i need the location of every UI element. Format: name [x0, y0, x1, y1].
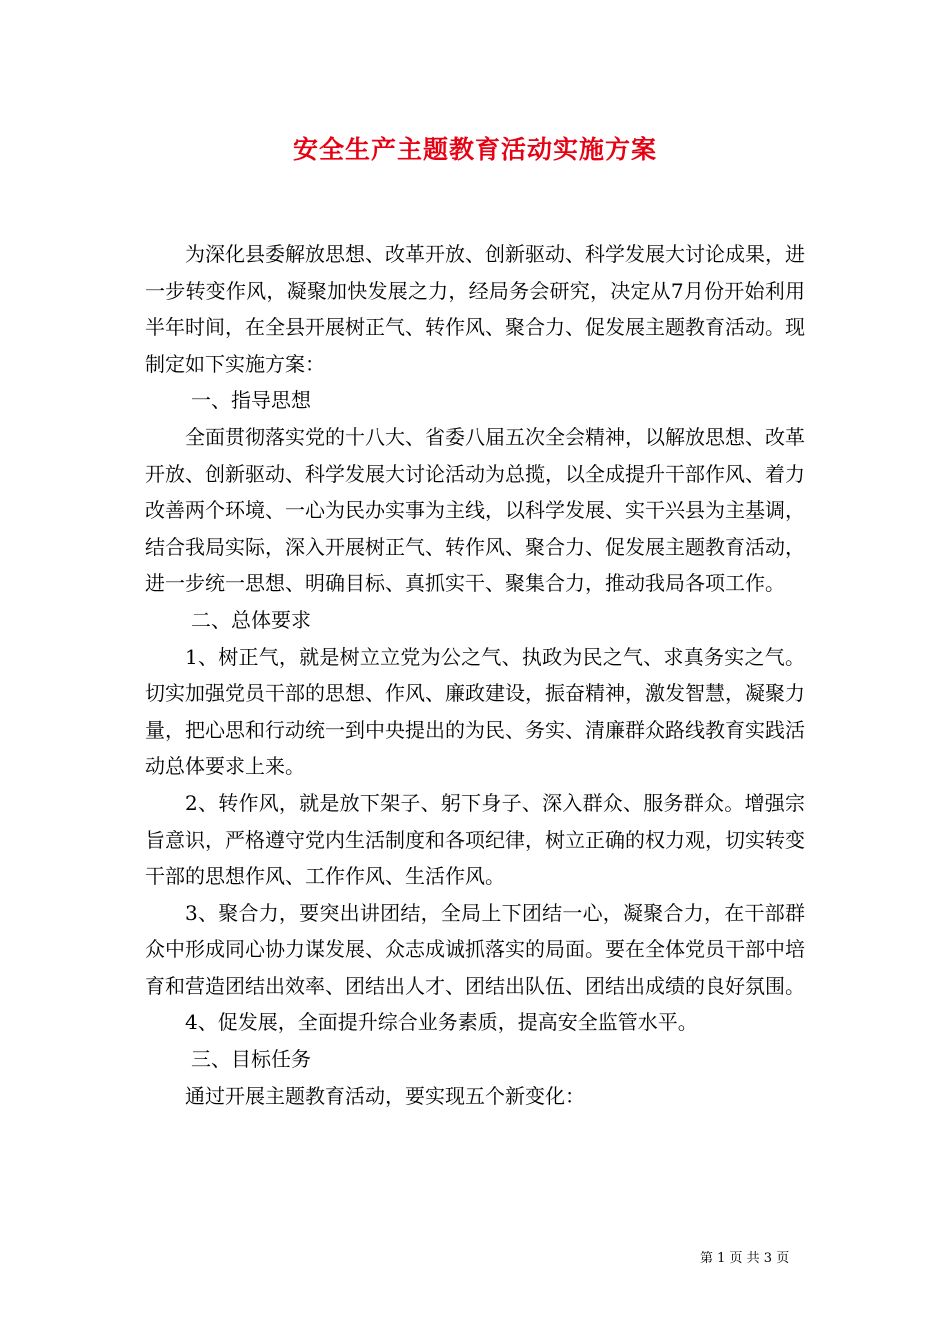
page-number: 第 1 页 共 3 页 [700, 1251, 790, 1266]
section-heading-guiding-thought: 一、指导思想 [191, 388, 311, 413]
paragraph-requirement-1: 1、树正气，就是树立立党为公之气、执政为民之气、求真务实之气。切实加强党员干部的思想、作风、廉政建设，振奋精神，激发智慧，凝聚力量，把心思和行动统一到中央提出的为民、务实、清廉群众路线教育实践活动总体要求上来。 [145, 644, 805, 779]
document-title: 安全生产主题教育活动实施方案 [292, 135, 657, 164]
section-heading-goals: 三、目标任务 [191, 1047, 311, 1072]
section-heading-general-requirements: 二、总体要求 [191, 607, 311, 632]
paragraph-intro: 为深化县委解放思想、改革开放、创新驱动、科学发展大讨论成果，进一步转变作风，凝聚加快发展之力，经局务会研究，决定从7月份开始利用半年时间，在全县开展树正气、转作风、聚合力、促发展主题教育活动。现制定如下实施方案： [145, 242, 805, 376]
paragraph-requirement-2: 2、转作风，就是放下架子、躬下身子、深入群众、服务群众。增强宗旨意识，严格遵守党内生活制度和各项纪律，树立正确的权力观，切实转变干部的思想作风、工作作风、生活作风。 [145, 790, 805, 889]
paragraph-guiding-thought: 全面贯彻落实党的十八大、省委八届五次全会精神，以解放思想、改革开放、创新驱动、科学发展大讨论活动为总揽，以全成提升干部作风、着力改善两个环境、一心为民办实事为主线，以科学发展、实干兴县为主基调，结合我局实际，深入开展树正气、转作风、聚合力、促发展主题教育活动，进一步统一思想、明确目标、真抓实干、聚集合力，推动我局各项工作。 [145, 424, 805, 596]
paragraph-requirement-3: 3、聚合力，要突出讲团结，全局上下团结一心，凝聚合力，在干部群众中形成同心协力谋发展、众志成诚抓落实的局面。要在全体党员干部中培育和营造团结出效率、团结出人才、团结出队伍、团结出成绩的良好氛围。 [145, 900, 805, 998]
document-body [145, 236, 805, 1114]
paragraph-goals-intro: 通过开展主题教育活动，要实现五个新变化： [185, 1083, 585, 1108]
paragraph-requirement-4: 4、促发展，全面提升综合业务素质，提高安全监管水平。 [185, 1010, 698, 1035]
